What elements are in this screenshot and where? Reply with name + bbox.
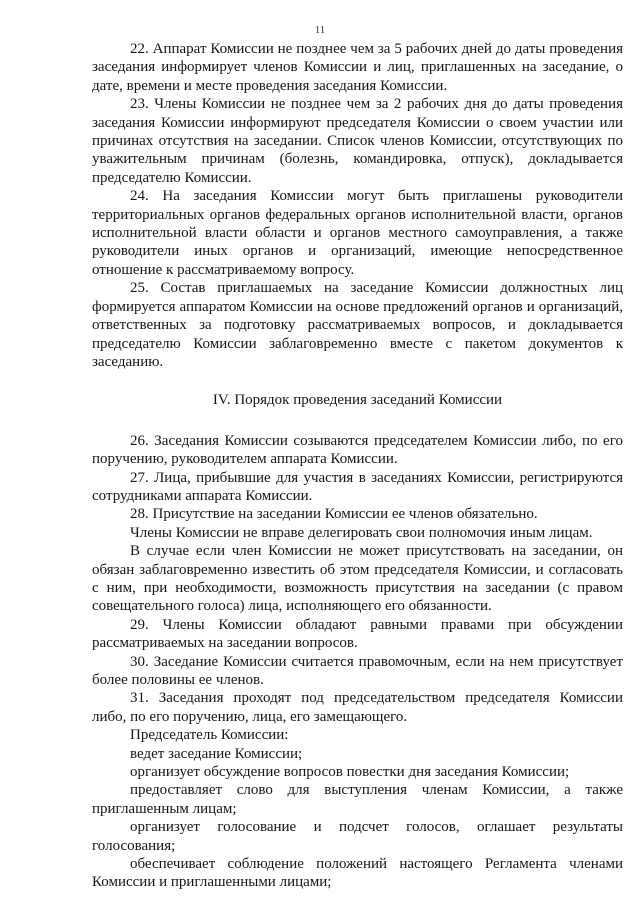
- chairman-duty-3: предоставляет слово для выступления членам Комиссии, а также приглашенным лицам;: [92, 782, 623, 817]
- paragraph-22: 22. Аппарат Комиссии не позднее чем за 5 рабочих дней до даты проведения заседания информирует членов Комиссии и лиц, приглашенных на заседание, о дате, времени и месте проведения заседания Комиссии.: [92, 41, 623, 94]
- paragraph-28-delegation: Члены Комиссии не вправе делегировать свои полномочия иным лицам.: [130, 524, 593, 541]
- paragraph-24: 24. На заседания Комиссии могут быть приглашены руководители территориальных органов федеральных органов исполнительной власти, органов исполнительной власти области и органов местного самоуправления, а также руководители иных органов и организаций, имеющие непосредственное отношение к рассматриваемому вопросу.: [92, 188, 623, 278]
- paragraph-28-absence: В случае если член Комиссии не может присутствовать на заседании, он обязан заблаговременно известить об этом председателя Комиссии, и согласовать с ним, при необходимости, возможность присутствия на заседании (с правом совещательного голоса) лица, исполняющего его обязанности.: [92, 543, 623, 615]
- paragraph-30: 30. Заседание Комиссии считается правомочным, если на нем присутствует более половины ее членов.: [92, 653, 623, 688]
- section-heading: IV. Порядок проведения заседаний Комиссии: [212, 392, 503, 409]
- page-number: 11: [314, 24, 326, 36]
- chairman-duty-1: ведет заседание Комиссии;: [130, 745, 303, 762]
- chairman-duty-4: организует голосование и подсчет голосов, оглашает результаты голосования;: [92, 819, 623, 854]
- paragraph-31: 31. Заседания проходят под председательством председателя Комиссии либо, по его поручению, лица, его замещающего.: [92, 690, 623, 725]
- paragraph-26: 26. Заседания Комиссии созываются председателем Комиссии либо, по его поручению, руководителем аппарата Комиссии.: [92, 432, 623, 468]
- paragraph-29: 29. Члены Комиссии обладают равными правами при обсуждении рассматриваемых на заседании вопросов.: [92, 616, 623, 652]
- document-body: [92, 40, 623, 892]
- paragraph-28: 28. Присутствие на заседании Комиссии ее членов обязательно.: [130, 506, 538, 523]
- paragraph-27: 27. Лица, прибывшие для участия в заседаниях Комиссии, регистрируются сотрудниками аппарата Комиссии.: [92, 469, 623, 504]
- chairman-duty-2: организует обсуждение вопросов повестки дня заседания Комиссии;: [130, 764, 570, 781]
- chairman-heading: Председатель Комиссии:: [130, 727, 289, 744]
- chairman-duty-5: обеспечивает соблюдение положений настоящего Регламента членами Комиссии и приглашенными лицами;: [92, 856, 623, 891]
- paragraph-23: 23. Члены Комиссии не позднее чем за 2 рабочих дня до даты проведения заседания Комиссии информируют председателя Комиссии о своем участии или причинах отсутствия на заседании. Список членов Комиссии, отсутствующих по уважительным причинам (болезнь, командировка, отпуск), докладывается председателю Комиссии.: [92, 96, 623, 186]
- paragraph-25: 25. Состав приглашаемых на заседание Комиссии должностных лиц формируется аппаратом Комиссии на основе предложений органов и организаций, ответственных за подготовку рассматриваемых вопросов, и докладывается председателю Комиссии заблаговременно вместе с пакетом документов к заседанию.: [92, 280, 623, 370]
